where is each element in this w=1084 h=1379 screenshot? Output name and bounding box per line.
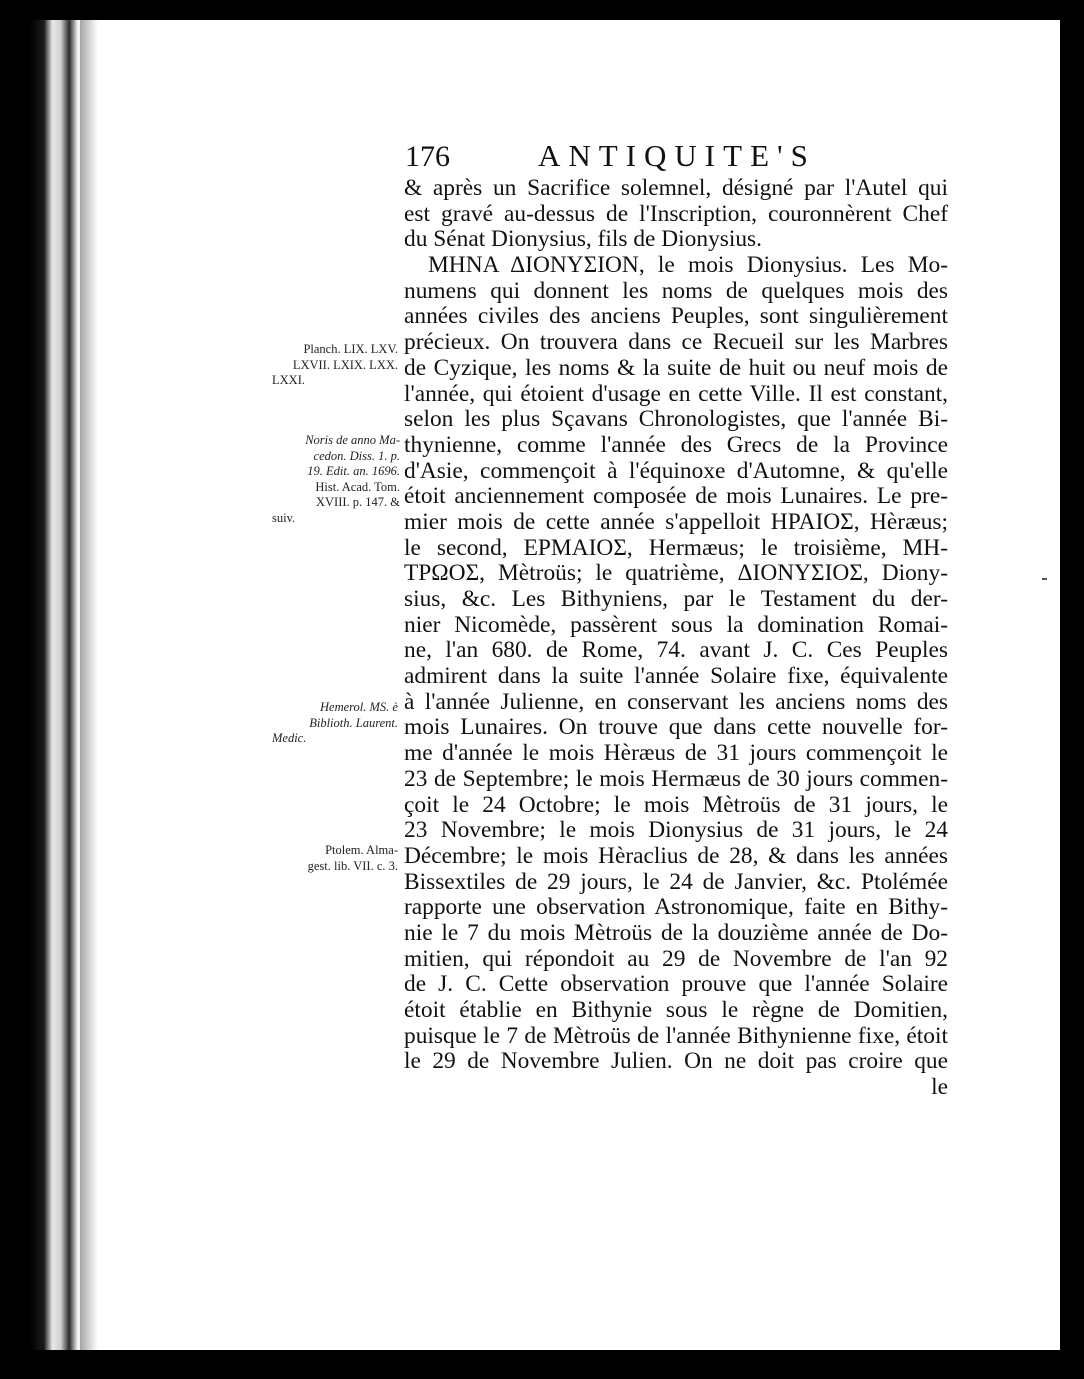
text-line: le 29 de Novembre Julien. On ne doit pas croire que bbox=[404, 1049, 948, 1075]
text-line: nie le 7 du mois Mètroüs de la douzième année de Do- bbox=[404, 920, 948, 946]
text-line: 23 Novembre; le mois Dionysius de 31 jours, le 24 bbox=[404, 818, 948, 844]
text-line: l'année, qui étoient d'usage en cette Ville. Il est constant, bbox=[404, 381, 948, 407]
margin-note-line: Biblioth. Laurent. bbox=[309, 715, 398, 730]
text-line: mitien, qui répondoit au 29 de Novembre de l'an 92 bbox=[404, 946, 948, 972]
margin-note-noris bbox=[270, 433, 400, 526]
text-line: ΤΡΩΟΣ, Mètroüs; le quatrième, ΔΙΟΝΥΣΙΟΣ, Diony- bbox=[404, 561, 948, 587]
text-line: est gravé au-dessus de l'Inscription, couronnèrent Chef bbox=[404, 201, 948, 227]
margin-note-line: Hist. Acad. Tom. bbox=[315, 479, 400, 494]
text-line: ΜΗΝΑ ΔΙΟΝΥΣΙΟΝ, le mois Dionysius. Les Mo- bbox=[428, 253, 948, 279]
text-line: du Sénat Dionysius, fils de Dionysius. bbox=[404, 227, 763, 253]
text-line: & après un Sacrifice solemnel, désigné par l'Autel qui bbox=[404, 176, 948, 201]
text-line: mier mois de cette année s'appelloit ΗΡΑΙΟΣ, Hèræus; bbox=[404, 509, 948, 535]
text-line: le second, ΕΡΜΑΙΟΣ, Hermæus; le troisième, ΜΗ- bbox=[404, 535, 948, 561]
text-line: de Cyzique, les noms & la suite de huit ou neuf mois de bbox=[404, 355, 948, 381]
margin-note-ptolem bbox=[268, 843, 398, 874]
text-line: précieux. On trouvera dans ce Recueil sur les Marbres bbox=[404, 330, 948, 356]
catchword: le bbox=[931, 1075, 948, 1101]
margin-note-line: Hemerol. MS. è bbox=[320, 700, 398, 714]
text-line: Décembre; le mois Hèraclius de 28, & dans les années bbox=[404, 843, 948, 869]
margin-note-plates bbox=[268, 342, 398, 389]
main-text bbox=[404, 176, 948, 1101]
margin-note-line: Ptolem. Alma- bbox=[325, 843, 398, 857]
text-line: puisque le 7 de Mètroüs de l'année Bithynienne fixe, étoit bbox=[404, 1023, 948, 1049]
text-line: étoit établie en Bithynie sous le règne de Domitien, bbox=[404, 998, 948, 1023]
text-line: ne, l'an 680. de Rome, 74. avant J. C. Ces Peuples bbox=[404, 638, 948, 664]
text-line: sius, &c. Les Bithyniens, par le Testament du der- bbox=[404, 587, 948, 612]
text-line: çoit le 24 Octobre; le mois Mètroüs de 31 jours, le bbox=[404, 792, 948, 818]
text-line: 23 de Septembre; le mois Hermæus de 30 jours commen- bbox=[404, 766, 948, 792]
text-line: thynienne, comme l'année des Grecs de la Province bbox=[404, 432, 948, 458]
text-line: étoit anciennement composée de mois Lunaires. Le pre- bbox=[404, 484, 948, 510]
text-line: rapporte une observation Astronomique, faite en Bithy- bbox=[404, 895, 948, 921]
margin-note-hemerol bbox=[268, 700, 398, 747]
text-line: selon les plus Sçavans Chronologistes, que l'année Bi- bbox=[404, 407, 948, 433]
gutter-shadow bbox=[80, 20, 98, 1350]
margin-note-line: Planch. LIX. LXV. bbox=[303, 342, 398, 356]
margin-note-line: cedon. Diss. 1. p. bbox=[313, 448, 400, 463]
running-title: ANTIQUITE'S bbox=[538, 138, 816, 173]
page-number: 176 bbox=[405, 140, 450, 173]
text-line: Bissextiles de 29 jours, le 24 de Janvier, &c. Ptolémée bbox=[404, 869, 948, 895]
margin-note-line: Noris de anno Ma- bbox=[305, 433, 400, 447]
margin-note-line: suiv. bbox=[272, 510, 296, 525]
book-binding-edge bbox=[30, 20, 86, 1350]
page-header bbox=[405, 138, 825, 178]
paper-speck bbox=[1042, 578, 1047, 580]
text-line: numens qui donnent les noms de quelques mois des bbox=[404, 278, 948, 304]
text-line: années civiles des anciens Peuples, sont singulièrement bbox=[404, 304, 948, 330]
margin-note-line: gest. lib. VII. c. 3. bbox=[307, 858, 398, 873]
margin-note-line: 19. Edit. an. 1696. bbox=[307, 464, 400, 478]
margin-note-line: XVIII. p. 147. & bbox=[315, 495, 400, 509]
margin-note-line: Medic. bbox=[272, 731, 307, 745]
text-line: admirent dans la suite l'année Solaire fixe, équivalente bbox=[404, 664, 948, 690]
text-line: d'Asie, commençoit à l'équinoxe d'Automne, & qu'elle bbox=[404, 458, 948, 484]
margin-note-line: LXVII. LXIX. LXX. bbox=[292, 357, 398, 372]
text-line: de J. C. Cette observation prouve que l'année Solaire bbox=[404, 972, 948, 998]
text-line: à l'année Julienne, en conservant les anciens noms des bbox=[404, 689, 948, 715]
text-line: nier Nicomède, passèrent sous la domination Romai- bbox=[404, 612, 948, 638]
text-line: mois Lunaires. On trouve que dans cette nouvelle for- bbox=[404, 715, 948, 741]
margin-note-line: LXXI. bbox=[272, 373, 305, 387]
text-line: me d'année le mois Hèræus de 31 jours commençoit le bbox=[404, 741, 948, 767]
